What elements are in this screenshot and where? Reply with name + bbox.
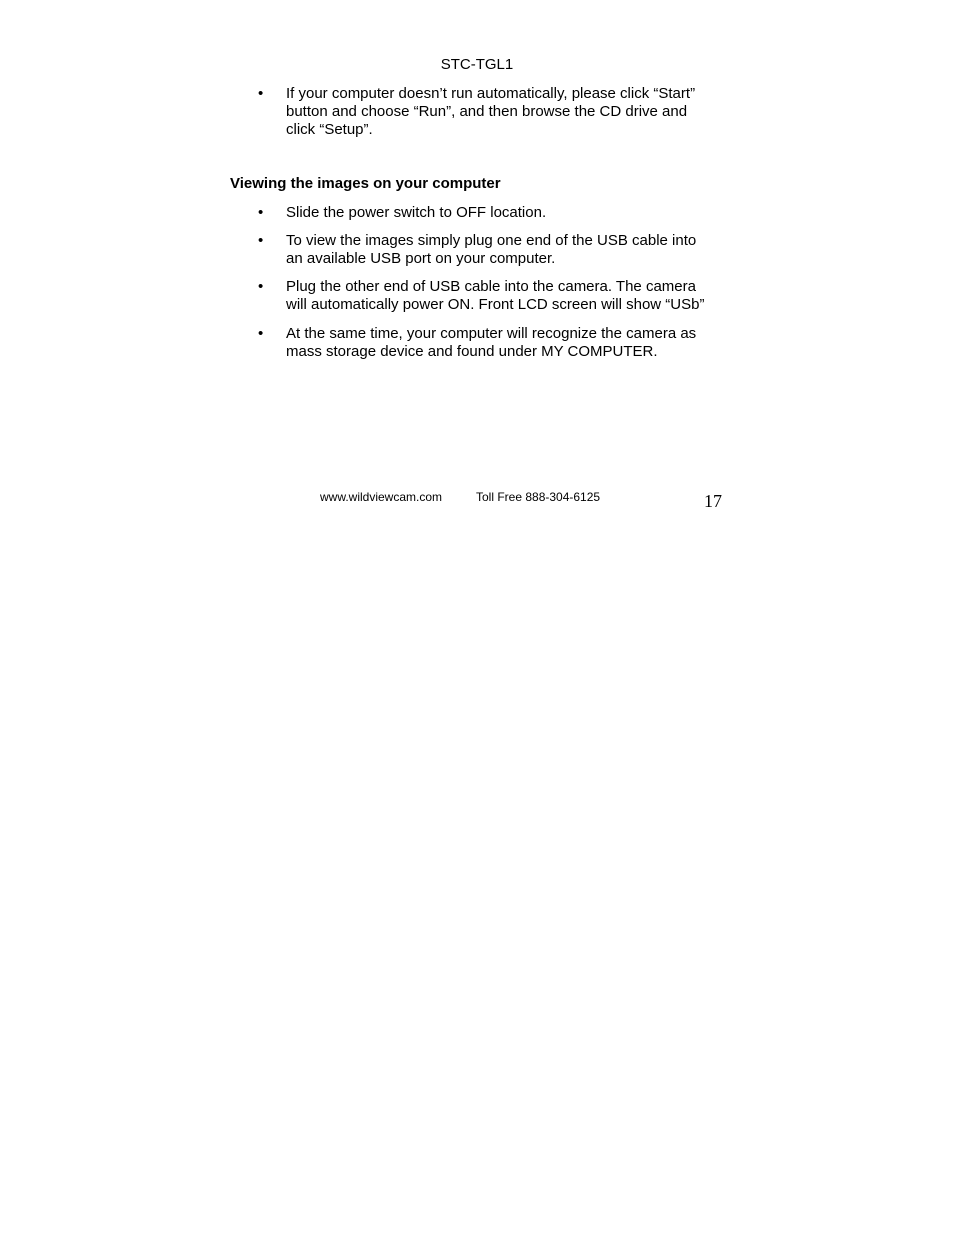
text-line: an available USB port on your computer. xyxy=(286,250,556,267)
section-heading: Viewing the images on your computer xyxy=(230,175,501,192)
page-number: 17 xyxy=(704,491,722,511)
list-item-text xyxy=(286,278,728,314)
text-line: At the same time, your computer will recognize the camera as xyxy=(286,325,697,342)
text-line: Plug the other end of USB cable into the camera. The camera xyxy=(286,278,696,295)
text-line: button and choose “Run”, and then browse the CD drive and xyxy=(286,103,688,120)
footer-website: www.wildviewcam.com xyxy=(320,490,443,504)
document-header: STC-TGL1 xyxy=(440,56,514,73)
bullet-icon: • xyxy=(258,325,264,342)
list-item-text xyxy=(286,204,728,222)
list-item-text xyxy=(286,85,728,139)
text-line: If your computer doesn’t run automatically, please click “Start” xyxy=(286,85,696,102)
list-item-text xyxy=(286,325,728,361)
bullet-icon: • xyxy=(258,232,264,249)
bullet-icon: • xyxy=(258,85,264,102)
bullet-icon: • xyxy=(258,204,264,221)
footer-phone: Toll Free 888-304-6125 xyxy=(476,490,601,504)
text-line: will automatically power ON. Front LCD screen will show “USb” xyxy=(286,296,705,313)
text-line: To view the images simply plug one end of the USB cable into xyxy=(286,232,697,249)
text-line: mass storage device and found under MY COMPUTER. xyxy=(286,343,658,360)
list-item-text xyxy=(286,232,728,268)
text-line: click “Setup”. xyxy=(286,121,373,138)
text-line: Slide the power switch to OFF location. xyxy=(286,204,547,221)
bullet-icon: • xyxy=(258,278,264,295)
